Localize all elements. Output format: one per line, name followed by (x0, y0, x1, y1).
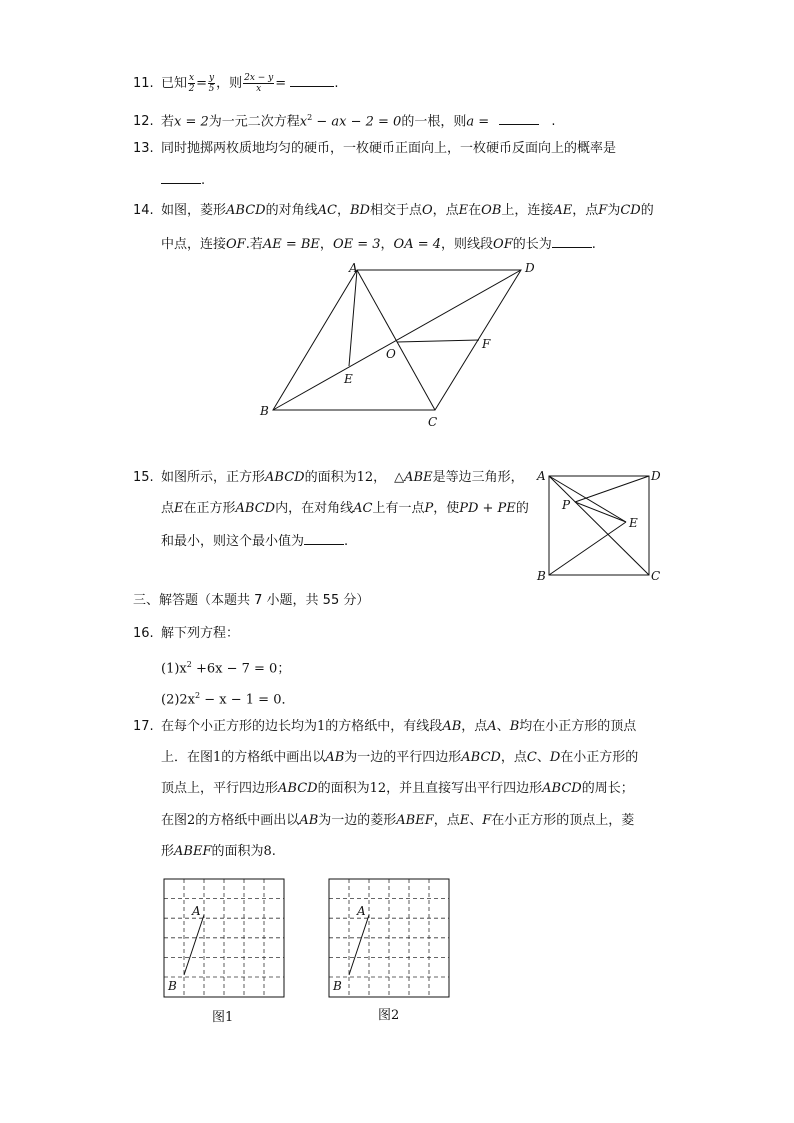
question-14-line2: 中点，连接OF.若AE = BE，OE = 3，OA = 4，则线段OF的长为 . (161, 234, 596, 254)
question-16: 16. 解下列方程： (133, 626, 240, 641)
label-o: O (386, 347, 396, 361)
label-e: E (629, 516, 638, 530)
question-number: 11. (133, 76, 154, 91)
label-b: B (537, 569, 546, 583)
question-12: 12. 若x = 2为一元二次方程$x^2$ − ax − 2 = 0的一根，则a = . (133, 113, 556, 130)
label-a: A (357, 904, 366, 918)
label-c: C (428, 415, 438, 429)
segment-pe (575, 502, 626, 522)
question-15-line1: 15. 如图所示，正方形ABCD的面积为12， △ABE是等边三角形， (133, 470, 524, 485)
segment-of (397, 340, 479, 342)
label-a: A (192, 904, 201, 918)
section-heading: 三、解答题（本题共 7 小题，共 55 分） (133, 593, 370, 608)
label-b: B (168, 979, 177, 993)
segment-be (549, 522, 626, 575)
rhombus-figure (255, 258, 545, 433)
label-e: E (344, 372, 353, 386)
segment-pd (575, 476, 649, 502)
question-15-line3: 和最小，则这个最小值为 . (161, 531, 348, 551)
question-13-line1: 13. 同时抛掷两枚质地均匀的硬币，一枚硬币正面向上，一枚硬币反面向上的概率是 (133, 141, 617, 156)
segment-ae (349, 270, 357, 366)
answer-blank[interactable] (304, 531, 344, 545)
answer-blank[interactable] (290, 73, 334, 87)
question-16-part2: $(2)2x^2 - x - 1 = 0$． (161, 691, 295, 708)
question-15-line2: 点E在正方形ABCD内，在对角线AC上有一点P，使PD + PE的 (161, 501, 529, 516)
label-a: A (537, 469, 546, 483)
label-a: A (349, 261, 358, 275)
grid-figure-2 (327, 877, 453, 1001)
question-17-line3: 顶点上，平行四边形ABCD的面积为12，并且直接写出平行四边形ABCD的周长； (161, 781, 634, 796)
label-c: C (651, 569, 661, 583)
segment-ab (184, 915, 204, 975)
fraction-expression: $\frac{2x - y}{x}$ (244, 73, 274, 94)
question-17-line4: 在图2的方格纸中画出以AB为一边的菱形ABEF，点E、F在小正方形的顶点上，菱 (161, 813, 635, 828)
label-f: F (482, 337, 491, 351)
figure-2-caption: 图2 (378, 1008, 400, 1023)
label-d: D (525, 261, 535, 275)
label-d: D (651, 469, 661, 483)
question-11: 11. 已知 $\frac{x}{2}$ = $\frac{y}{5}$ ，则 $\frac{2x - y}{x}$ = . (133, 73, 339, 94)
answer-blank[interactable] (161, 170, 201, 184)
label-p: P (562, 498, 571, 512)
question-17-line1: 17. 在每个小正方形的边长均为1的方格纸中，有线段AB，点A、B均在小正方形的顶点 (133, 719, 637, 734)
question-13-line2: . (161, 170, 205, 190)
question-16-part1: $(1)x^2 +6x - 7 = 0$； (161, 660, 291, 677)
fraction-y-over-5: $\frac{y}{5}$ (208, 73, 215, 94)
segment-ae (549, 476, 626, 522)
label-b: B (260, 404, 269, 418)
square-figure (534, 464, 664, 586)
question-14-line1: 14. 如图，菱形ABCD的对角线AC，BD相交于点O，点E在OB上，连接AE，点F为CD的 (133, 203, 654, 218)
question-17-line2: 上．在图1的方格纸中画出以AB为一边的平行四边形ABCD，点C、D在小正方形的 (161, 750, 639, 765)
figure-1-caption: 图1 (212, 1010, 234, 1025)
answer-blank[interactable] (552, 234, 592, 248)
fraction-x-over-2: $\frac{x}{2}$ (188, 73, 195, 94)
grid-figure-1 (162, 877, 288, 1001)
segment-ab (349, 915, 369, 975)
question-17-line5: 形ABEF的面积为8. (161, 844, 276, 859)
label-b: B (333, 979, 342, 993)
answer-blank[interactable] (499, 111, 539, 125)
